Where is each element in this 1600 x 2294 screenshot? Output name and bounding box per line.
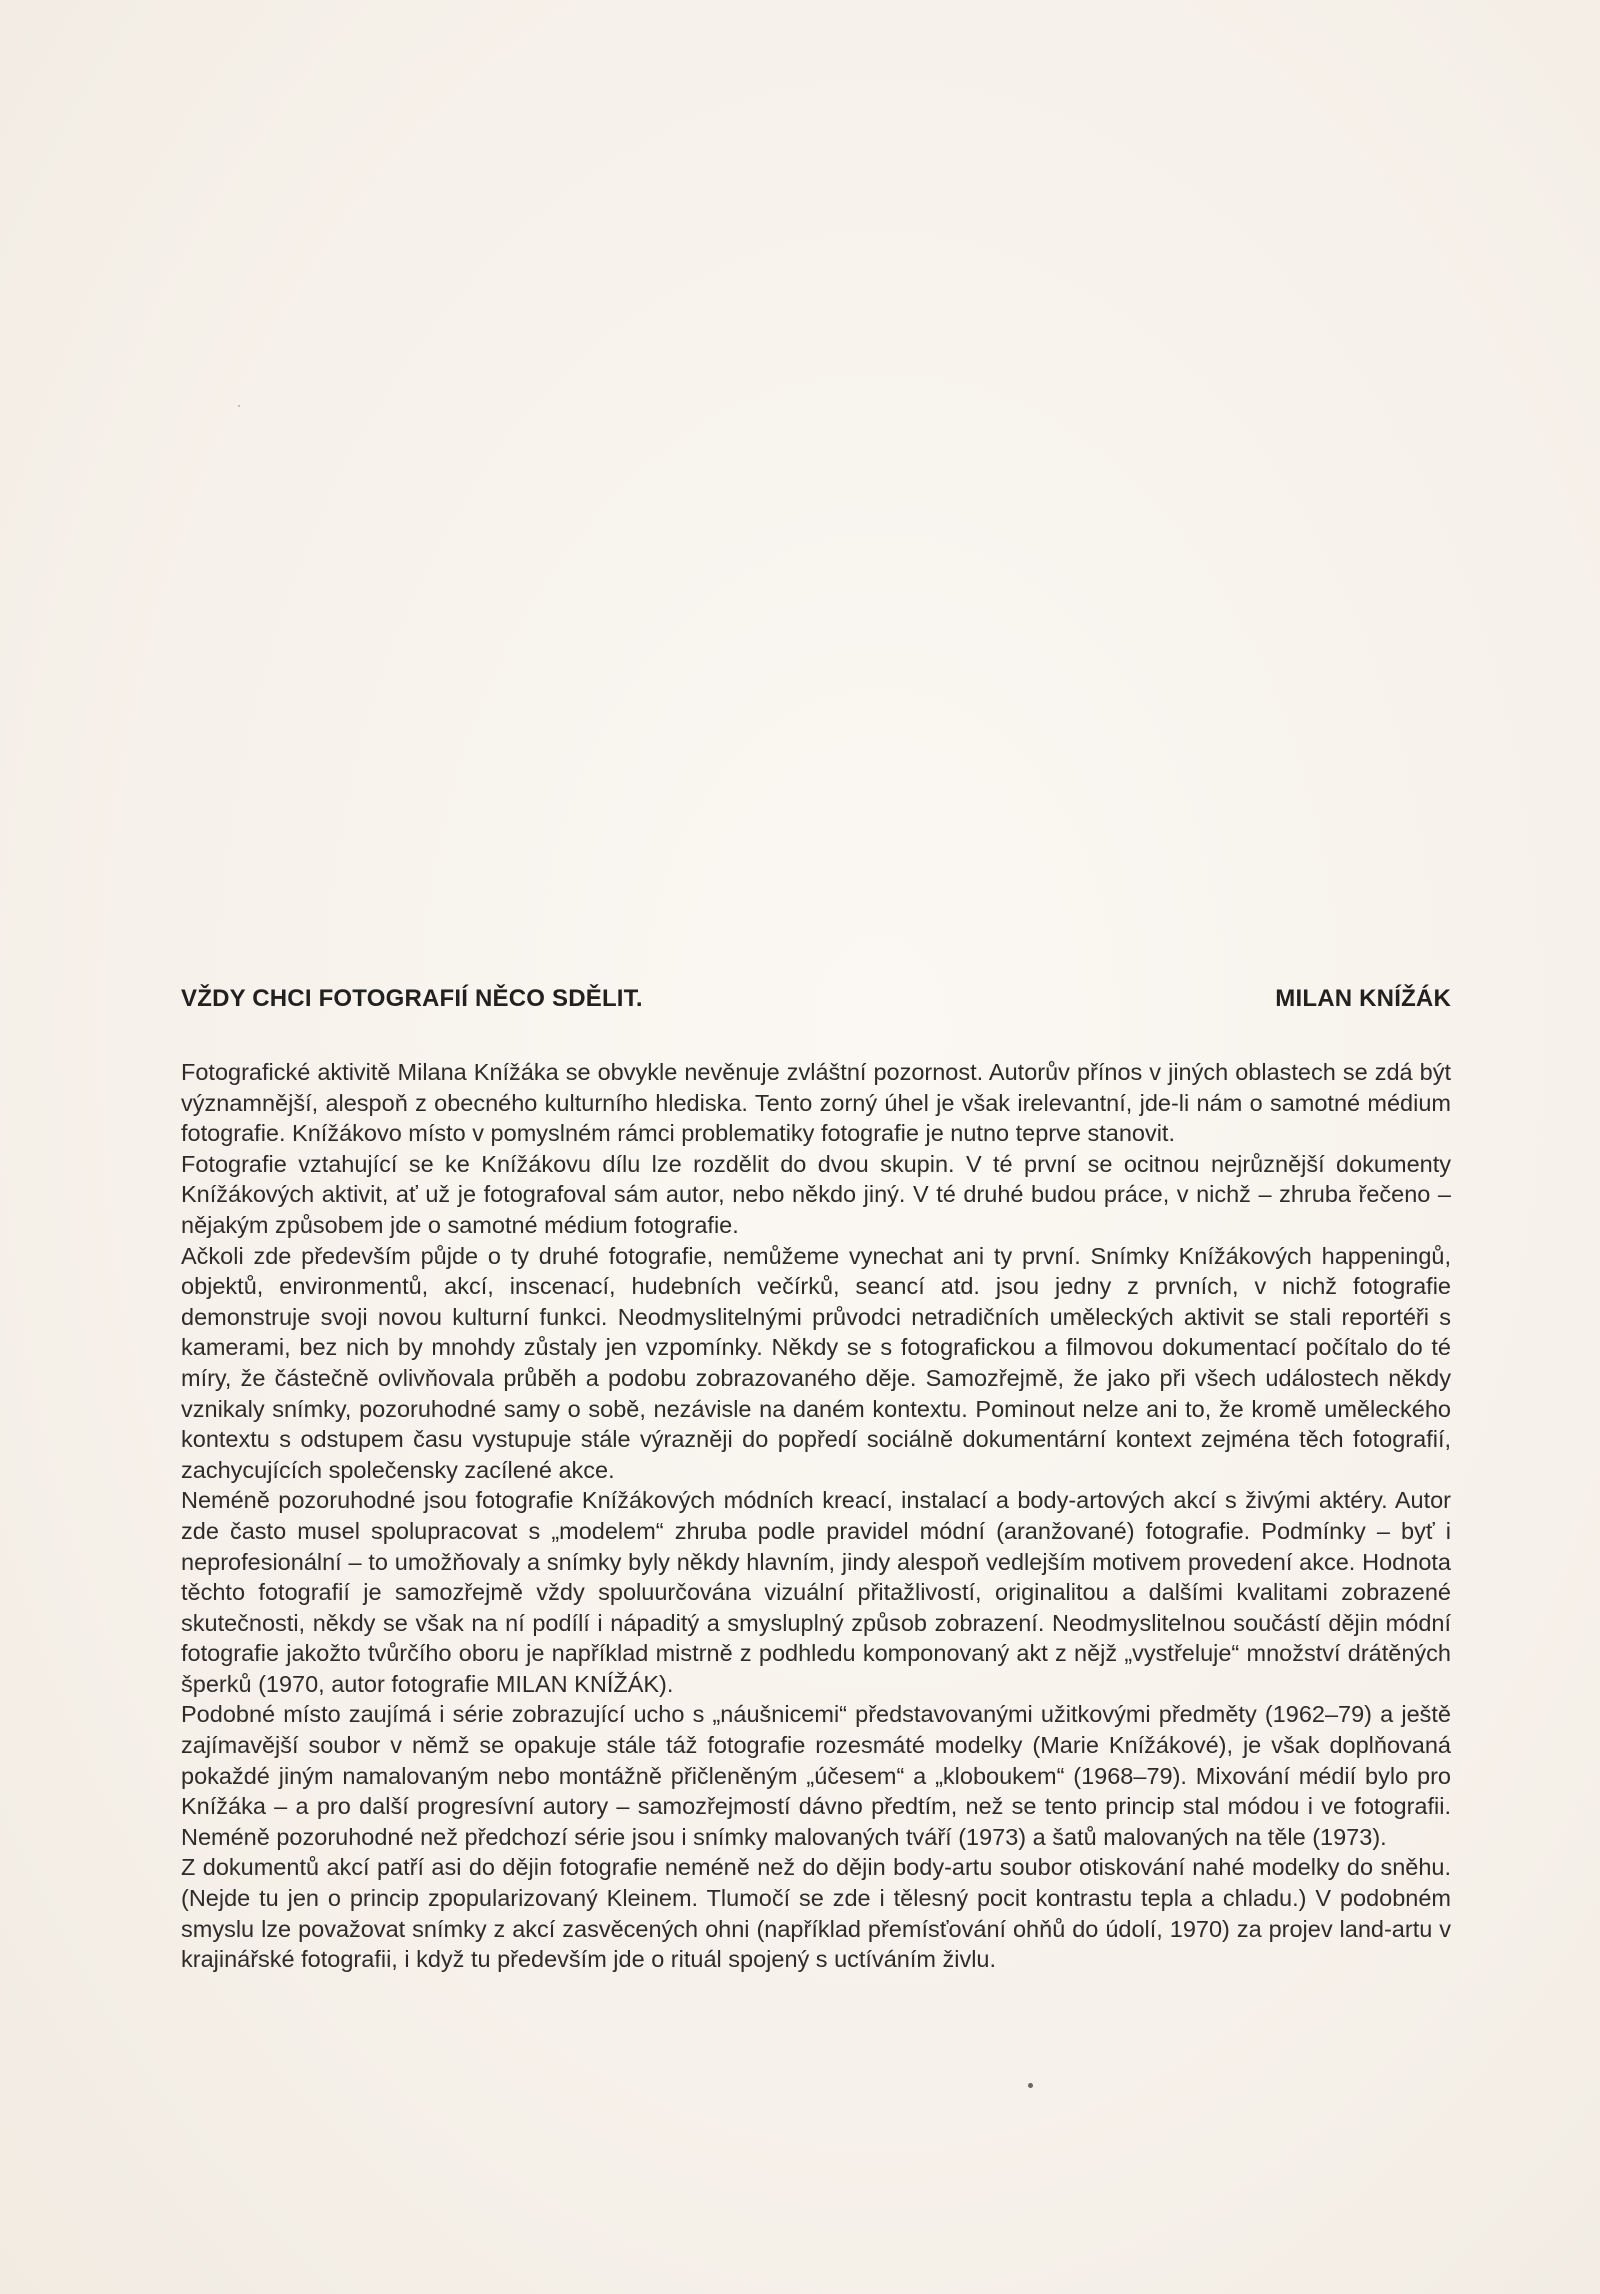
paragraph-3: Ačkoli zde především půjde o ty druhé fotografie, nemůžeme vynechat ani ty první. Snímky Knížákových happeningů, objektů, environmentů, akcí, inscenací, hudebních večírků, seancí atd. jsou jedny z prvních, v nichž fotografie demonstruje svoji novou kulturní funkci. Neodmyslitelnými průvodci netradičních uměleckých aktivit se stali reportéři s kamerami, bez nich by mnohdy zůstaly jen vzpomínky. Někdy se s fotografickou a filmovou dokumentací počítalo do té míry, že částečně ovlivňovala průběh a podobu zobrazovaného děje. Samozřejmě, že jako při všech událostech někdy vznikaly snímky, pozoruhodné samy o sobě, nezávisle na daném kontextu. Pominout nelze ani to, že kromě uměleckého kontextu s odstupem času vystupuje stále výrazněji do popředí sociálně dokumentární kontext zejména těch fotografií, zachycujících společensky zacílené akce. [181,1242,1451,1483]
paragraph-5: Podobné místo zaujímá i série zobrazující ucho s „náušnicemi“ představovanými užitkovými předměty (1962–79) a ještě zajímavější soubor v němž se opakuje stále táž fotografie rozesmáté modelky (Marie Knížákové), je však doplňovaná pokaždé jiným namalovaným nebo montážně přičleněným „účesem“ a „kloboukem“ (1968–79). Mixování médií bylo pro Knížáka – a pro další progresívní autory – samozřejmostí dávno předtím, než se tento princip stal módou i ve fotografii. Neméně pozoruhodné než předchozí série jsou i snímky malovaných tváří (1973) a šatů malovaných na těle (1973). [181,1701,1451,1850]
article [181,985,1451,1975]
paragraph-2: Fotografie vztahující se ke Knížákovu dílu lze rozdělit do dvou skupin. V té první se ocitnou nejrůznější dokumenty Knížákových aktivit, ať už je fotografoval sám autor, nebo někdo jiný. V té druhé budou práce, v nichž – zhruba řečeno – nějakým způsobem jde o samotné médium fotografie. [181,1150,1451,1238]
article-author: MILAN KNÍŽÁK [1275,985,1451,1012]
paper-speck [1028,2083,1033,2088]
paragraph-1: Fotografické aktivitě Milana Knížáka se obvykle nevěnuje zvláštní pozornost. Autorův přínos v jiných oblastech se zdá být významnější, alespoň z obecného kulturního hlediska. Tento zorný úhel je však irelevantní, jde-li nám o samotné médium fotografie. Knížákovo místo v pomyslném rámci problematiky fotografie je nutno teprve stanovit. [181,1059,1451,1147]
paragraph-6: Z dokumentů akcí patří asi do dějin fotografie neméně než do dějin body-artu soubor otiskování nahé modelky do sněhu. (Nejde tu jen o princip zpopularizovaný Kleinem. Tlumočí se zde i tělesný pocit kontrastu tepla a chladu.) V podobném smyslu lze považovat snímky z akcí zasvěcených ohni (například přemísťování ohňů do údolí, 1970) za projev land-artu v krajinářské fotografii, i když tu především jde o rituál spojený s uctíváním živlu. [181,1854,1451,1973]
article-header [181,985,1451,1013]
article-body [181,1057,1451,1975]
paper-speck [238,405,240,407]
paragraph-4: Neméně pozoruhodné jsou fotografie Knížákových módních kreací, instalací a body-artových akcí s živými aktéry. Autor zde často musel spolupracovat s „modelem“ zhruba podle pravidel módní (aranžované) fotografie. Podmínky – byť i neprofesionální – to umožňovaly a snímky byly někdy hlavním, jindy alespoň vedlejším motivem provedení akce. Hodnota těchto fotografií je samozřejmě vždy spoluurčována vizuální přitažlivostí, originalitou a dalšími kvalitami zobrazené skutečnosti, někdy se však na ní podílí i nápaditý a smysluplný způsob zobrazení. Neodmyslitelnou součástí dějin módní fotografie jakožto tvůrčího oboru je například mistrně z podhledu komponovaný akt z nějž „vystřeluje“ množství drátěných šperků (1970, autor fotografie MILAN KNÍŽÁK). [181,1487,1451,1697]
article-title: VŽDY CHCI FOTOGRAFIÍ NĚCO SDĚLIT. [181,985,643,1012]
